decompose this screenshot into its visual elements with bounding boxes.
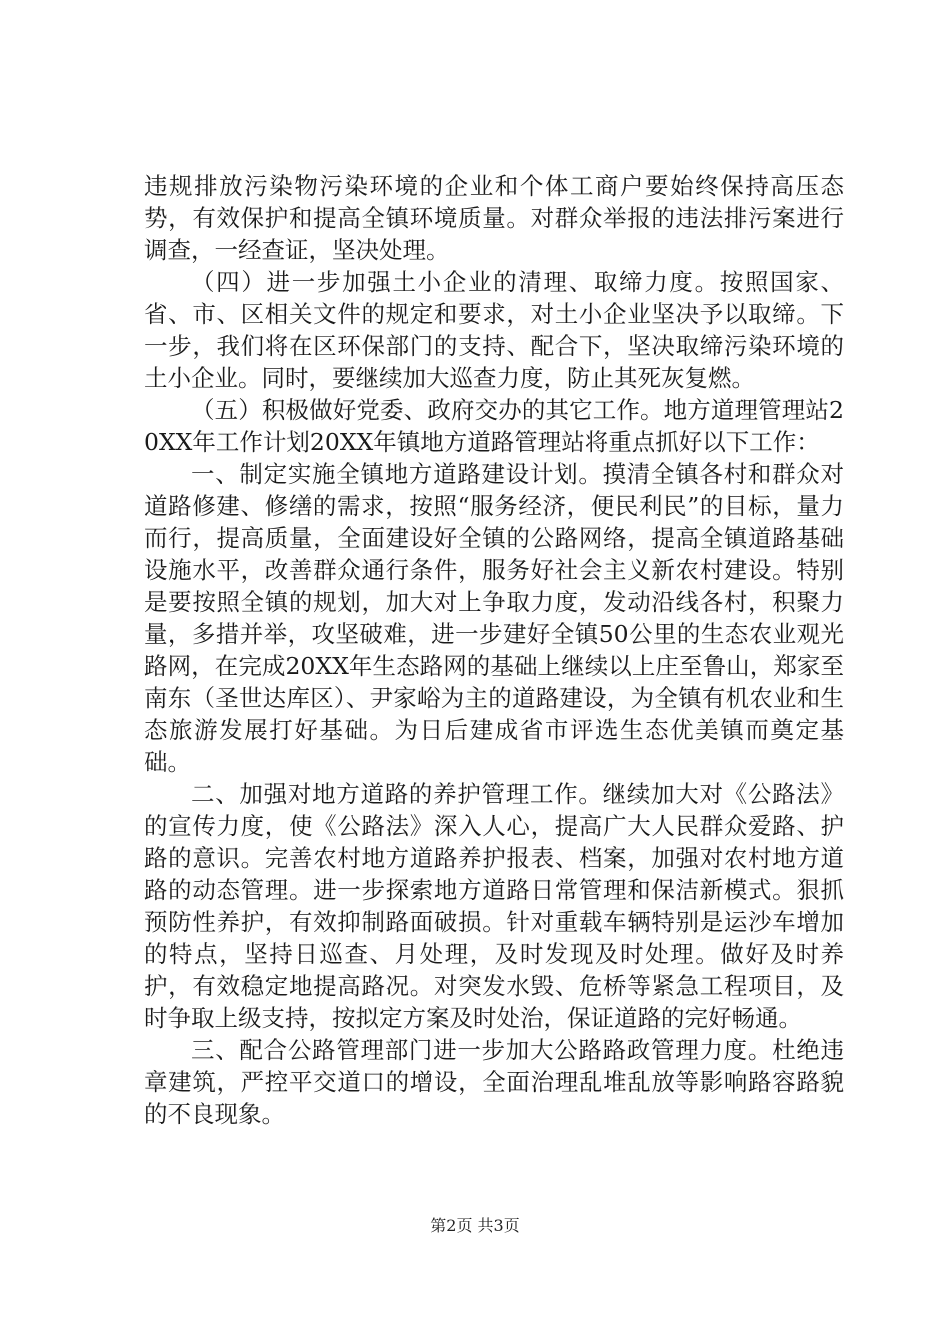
paragraph-continuation: 违规排放污染物污染环境的企业和个体工商户要始终保持高压态势，有效保护和提高全镇环境质量。对群众举报的违法排污案进行调查，一经查证，坚决处理。 — [144, 172, 844, 264]
paragraph-item-three: 三、配合公路管理部门进一步加大公路路政管理力度。杜绝违章建筑，严控平交道口的增设，全面治理乱堆乱放等影响路容路貌的不良现象。 — [144, 1036, 844, 1128]
document-body — [144, 170, 844, 1130]
paragraph-section-five: （五）积极做好党委、政府交办的其它工作。地方道理管理站20XX年工作计划20XX年镇地方道路管理站将重点抓好以下工作： — [144, 396, 844, 456]
paragraph-item-two: 二、加强对地方道路的养护管理工作。继续加大对《公路法》的宣传力度，使《公路法》深入人心，提高广大人民群众爱路、护路的意识。完善农村地方道路养护报表、档案，加强对农村地方道路的动态管理。进一步探索地方道路日常管理和保洁新模式。狠抓预防性养护，有效抑制路面破损。针对重载车辆特别是运沙车增加的特点，坚持日巡查、月处理，及时发现及时处理。做好及时养护，有效稳定地提高路况。对突发水毁、危桥等紧急工程项目，及时争取上级支持，按拟定方案及时处治，保证道路的完好畅通。 — [144, 780, 844, 1032]
paragraph-section-four: （四）进一步加强土小企业的清理、取缔力度。按照国家、省、市、区相关文件的规定和要求，对土小企业坚决予以取缔。下一步，我们将在区环保部门的支持、配合下，坚决取缔污染环境的土小企业。同时，要继续加大巡查力度，防止其死灰复燃。 — [144, 268, 844, 392]
paragraph-item-one: 一、制定实施全镇地方道路建设计划。摸清全镇各村和群众对道路修建、修缮的需求，按照“服务经济，便民利民”的目标，量力而行，提高质量，全面建设好全镇的公路网络，提高全镇道路基础设施水平，改善群众通行条件，服务好社会主义新农村建设。特别是要按照全镇的规划，加大对上争取力度，发动沿线各村，积聚力量，多措并举，攻坚破难，进一步建好全镇50公里的生态农业观光路网，在完成20XX年生态路网的基础上继续以上庄至鲁山，郑家至南东（圣世达库区）、尹家峪为主的道路建设，为全镇有机农业和生态旅游发展打好基础。为日后建成省市评选生态优美镇而奠定基础。 — [144, 460, 844, 776]
page-number-footer: 第2页 共3页 — [430, 1216, 520, 1235]
